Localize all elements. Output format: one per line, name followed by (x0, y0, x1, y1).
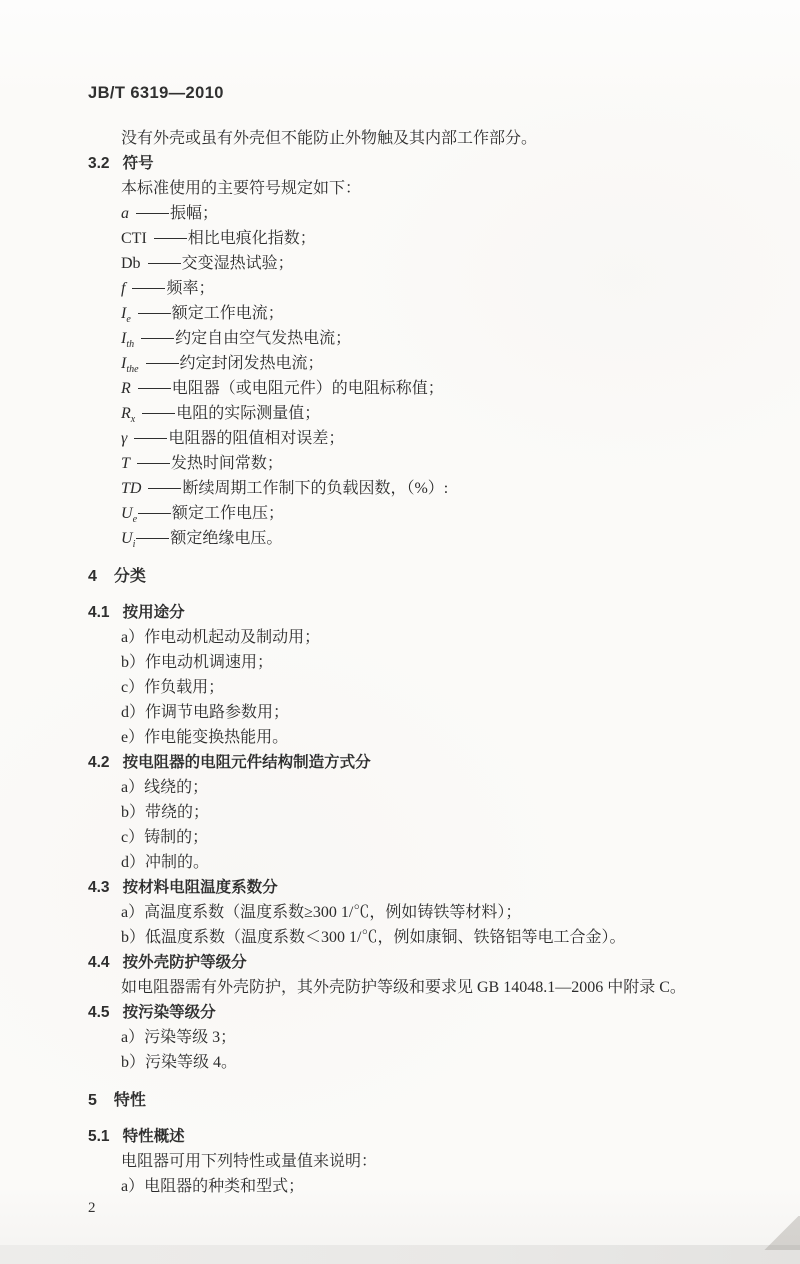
symbol-subscript: th (126, 339, 135, 351)
subclause-heading (0, 750, 800, 775)
clause-number: 4.2 (88, 754, 110, 771)
symbol-letter: $U_e$ (121, 505, 138, 526)
em-dash-connector (154, 236, 187, 239)
symbol-description: 电阻器的阻值相对误差； (168, 430, 345, 447)
symbol-definition (0, 401, 800, 426)
clause-title: 特性概述 (122, 1128, 185, 1145)
symbol-description: 约定自由空气发热电流； (175, 330, 352, 347)
paragraph: 本标准使用的主要符号规定如下： (121, 180, 362, 197)
list-item: c）作负载用； (121, 679, 225, 696)
symbol-definition (0, 201, 800, 226)
symbol-description: 约定封闭发热电流； (179, 355, 324, 372)
symbol-definition (0, 501, 800, 526)
scan-corner-artifact (754, 1216, 800, 1250)
subclause-heading (0, 600, 800, 625)
symbol-description: 额定工作电压； (172, 505, 285, 522)
list-item: a）电阻器的种类和型式； (121, 1178, 305, 1195)
standard-number-header: JB/T 6319—2010 (88, 84, 224, 102)
symbol-letter: CTI (121, 230, 147, 247)
em-dash-connector (146, 361, 179, 364)
symbol-subscript: i (132, 539, 136, 551)
list-item: a）高温度系数（温度系数≥300 1/℃，例如铸铁等材料）； (121, 904, 522, 921)
page-number: 2 (88, 1200, 96, 1216)
clause-number: 4.3 (88, 879, 110, 896)
em-dash-connector (142, 411, 175, 414)
clause-number: 4.5 (88, 1004, 110, 1021)
symbol-definition (0, 326, 800, 351)
list-item: b）低温度系数（温度系数＜300 1/℃，例如康铜、铁铬铝等电工合金）。 (121, 929, 626, 946)
symbol-letter: $I_e$ (121, 305, 131, 326)
symbol-definition (0, 526, 800, 551)
symbol-definition (0, 276, 800, 301)
clause-title: 按用途分 (122, 604, 185, 621)
em-dash-connector (136, 211, 169, 214)
symbol-definition (0, 226, 800, 251)
em-dash-connector (137, 461, 170, 464)
paragraph: 电阻器可用下列特性或量值来说明： (121, 1153, 378, 1170)
clause-title: 按外壳防护等级分 (122, 954, 247, 971)
list-item: c）铸制的； (121, 829, 209, 846)
em-dash-connector (132, 286, 165, 289)
list-item: b）带绕的； (121, 804, 210, 821)
symbol-description: 振幅； (170, 205, 219, 222)
list-item: d）作调节电路参数用； (121, 704, 290, 721)
clause-number: 4.1 (88, 604, 110, 621)
symbol-subscript: e (132, 514, 138, 526)
clause-title: 特性 (113, 1092, 146, 1109)
list-item: b）污染等级 4。 (121, 1054, 238, 1071)
clause-number: 4 (88, 568, 97, 585)
subclause-heading (0, 1124, 800, 1149)
clause-number: 4.4 (88, 954, 110, 971)
list-item: e）作电能变换热能用。 (121, 729, 289, 746)
em-dash-connector (138, 386, 171, 389)
symbol-letter: γ (121, 430, 128, 447)
symbol-description: 频率； (166, 280, 215, 297)
list-item: a）线绕的； (121, 779, 209, 796)
symbol-subscript: e (126, 314, 131, 326)
subclause-heading (0, 151, 800, 176)
symbol-description: 额定绝缘电压。 (170, 530, 283, 547)
symbol-description: 断续周期工作制下的负载因数，（%）: (182, 480, 449, 497)
list-item: a）污染等级 3； (121, 1029, 237, 1046)
em-dash-connector (136, 536, 169, 539)
symbol-letter: TD (121, 480, 142, 497)
symbol-letter: f (121, 280, 126, 297)
symbol-definition (0, 426, 800, 451)
clause-title: 分类 (113, 568, 146, 585)
symbol-letter: $U_i$ (121, 530, 136, 551)
clause-title: 按电阻器的电阻元件结构制造方式分 (122, 754, 371, 771)
clause-number: 3.2 (88, 155, 110, 172)
symbol-letter: $I_{the}$ (121, 355, 139, 376)
symbol-definition (0, 351, 800, 376)
scan-edge-shadow (0, 1245, 800, 1264)
symbol-letter: a (121, 205, 129, 222)
symbol-description: 交变湿热试验； (181, 255, 294, 272)
document-body (0, 126, 800, 1199)
subclause-heading (0, 1000, 800, 1025)
clause-number: 5 (88, 1092, 97, 1109)
list-item: d）冲制的。 (121, 854, 210, 871)
list-item: b）作电动机调速用； (121, 654, 274, 671)
list-item: a）作电动机起动及制动用； (121, 629, 321, 646)
em-dash-connector (138, 311, 171, 314)
clause-heading (0, 564, 800, 589)
em-dash-connector (148, 261, 181, 264)
em-dash-connector (148, 486, 181, 489)
symbol-definition (0, 476, 800, 501)
symbol-description: 电阻的实际测量值； (176, 405, 321, 422)
symbol-letter: R (121, 380, 131, 397)
symbol-letter: $R_x$ (121, 405, 136, 426)
symbol-definition (0, 451, 800, 476)
symbol-letter: $I_{th}$ (121, 330, 135, 351)
symbol-letter: T (121, 455, 130, 472)
symbol-letter: Db (121, 255, 141, 272)
symbol-definition (0, 251, 800, 276)
symbol-subscript: the (126, 364, 139, 376)
subclause-heading (0, 950, 800, 975)
em-dash-connector (138, 511, 171, 514)
em-dash-connector (134, 436, 167, 439)
symbol-description: 相比电痕化指数； (187, 230, 316, 247)
symbol-description: 电阻器（或电阻元件）的电阻标称值； (171, 380, 444, 397)
symbol-description: 额定工作电流； (171, 305, 284, 322)
subclause-heading (0, 875, 800, 900)
em-dash-connector (141, 336, 174, 339)
symbol-definition (0, 301, 800, 326)
paragraph: 没有外壳或虽有外壳但不能防止外物触及其内部工作部分。 (121, 130, 538, 147)
clause-title: 按污染等级分 (122, 1004, 216, 1021)
clause-heading (0, 1088, 800, 1113)
clause-number: 5.1 (88, 1128, 110, 1145)
clause-title: 按材料电阻温度系数分 (122, 879, 278, 896)
clause-title: 符号 (122, 155, 154, 172)
symbol-definition (0, 376, 800, 401)
symbol-subscript: x (130, 414, 136, 426)
symbol-description: 发热时间常数； (170, 455, 283, 472)
paragraph: 如电阻器需有外壳防护，其外壳防护等级和要求见 GB 14048.1—2006 中附录 C。 (121, 979, 686, 996)
